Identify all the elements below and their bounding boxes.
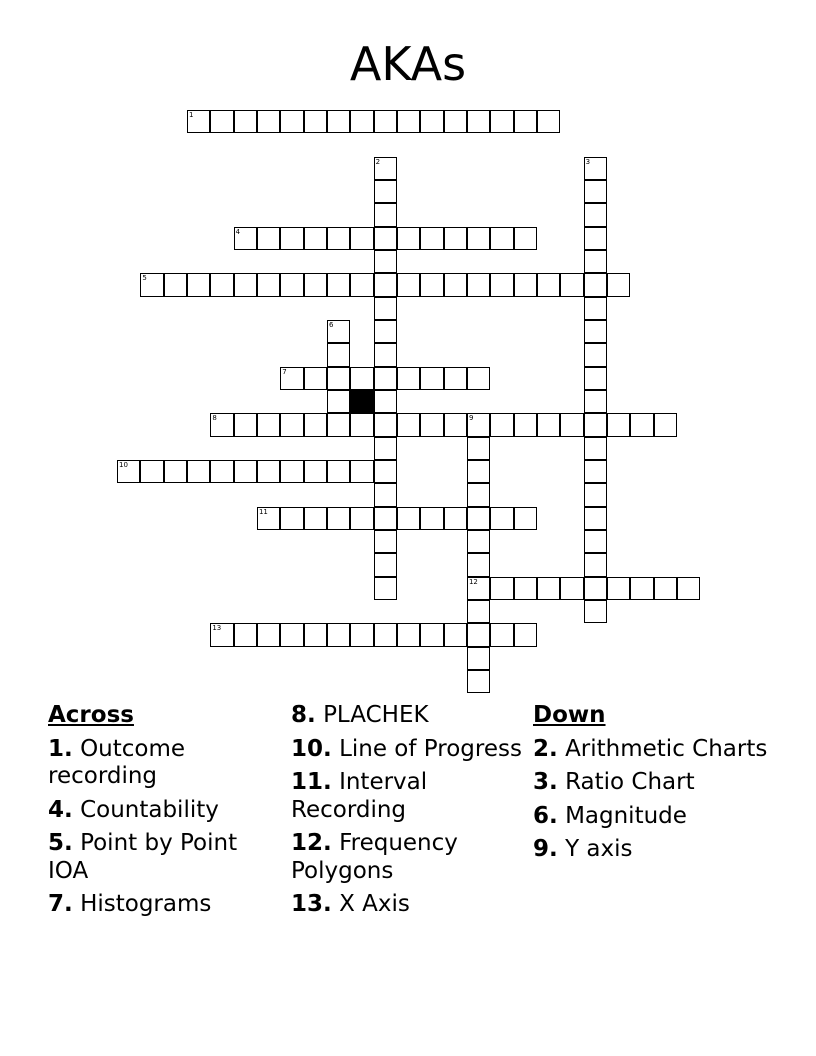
grid-cell[interactable] bbox=[374, 343, 397, 366]
grid-cell[interactable] bbox=[304, 273, 327, 296]
grid-cell[interactable] bbox=[514, 110, 537, 133]
grid-cell[interactable] bbox=[327, 507, 350, 530]
grid-cell[interactable] bbox=[537, 577, 560, 600]
grid-cell[interactable] bbox=[374, 320, 397, 343]
grid-cell[interactable] bbox=[327, 273, 350, 296]
grid-cell[interactable] bbox=[280, 507, 303, 530]
grid-cell[interactable] bbox=[444, 227, 467, 250]
grid-cell[interactable] bbox=[584, 297, 607, 320]
clue-number: 11. bbox=[291, 769, 332, 795]
grid-cell[interactable] bbox=[467, 483, 490, 506]
grid-cell[interactable] bbox=[677, 577, 700, 600]
grid-cell[interactable] bbox=[607, 577, 630, 600]
grid-cell[interactable] bbox=[374, 180, 397, 203]
puzzle-title: AKAs bbox=[349, 37, 467, 91]
grid-cell[interactable] bbox=[234, 460, 257, 483]
grid-cell[interactable] bbox=[350, 367, 373, 390]
grid-cell[interactable] bbox=[350, 623, 373, 646]
clue-down-6[interactable] bbox=[533, 803, 773, 831]
grid-cell[interactable] bbox=[467, 507, 490, 530]
grid-cell[interactable] bbox=[140, 460, 163, 483]
black-cell bbox=[350, 390, 373, 413]
grid-cell[interactable] bbox=[397, 367, 420, 390]
clue-number: 5. bbox=[48, 830, 73, 856]
grid-cell[interactable] bbox=[467, 437, 490, 460]
grid-cell[interactable] bbox=[304, 110, 327, 133]
clue-text: Ratio Chart bbox=[565, 769, 695, 795]
down-header: Down bbox=[533, 702, 606, 728]
grid-cell[interactable] bbox=[467, 530, 490, 553]
grid-cell[interactable] bbox=[374, 437, 397, 460]
grid-cell[interactable] bbox=[117, 460, 140, 483]
grid-cell[interactable] bbox=[350, 507, 373, 530]
grid-cell[interactable] bbox=[140, 273, 163, 296]
grid-cell[interactable] bbox=[397, 227, 420, 250]
grid-cell[interactable] bbox=[350, 273, 373, 296]
grid-cell[interactable] bbox=[374, 390, 397, 413]
grid-cell[interactable] bbox=[584, 600, 607, 623]
grid-cell[interactable] bbox=[327, 623, 350, 646]
grid-cell[interactable] bbox=[514, 413, 537, 436]
grid-cell[interactable] bbox=[374, 227, 397, 250]
clue-text: Arithmetic Charts bbox=[565, 735, 768, 762]
grid-cell[interactable] bbox=[304, 623, 327, 646]
grid-cell[interactable] bbox=[210, 623, 233, 646]
grid-cell[interactable] bbox=[607, 413, 630, 436]
grid-cell[interactable] bbox=[584, 157, 607, 180]
clue-number: 3. bbox=[533, 769, 558, 795]
grid-cell[interactable] bbox=[584, 460, 607, 483]
grid-cell[interactable] bbox=[327, 227, 350, 250]
clue-across-7[interactable] bbox=[48, 891, 283, 919]
grid-cell[interactable] bbox=[420, 367, 443, 390]
clue-number: 1. bbox=[48, 735, 73, 762]
grid-cell[interactable] bbox=[420, 623, 443, 646]
grid-cell[interactable] bbox=[210, 273, 233, 296]
grid-cell[interactable] bbox=[560, 577, 583, 600]
grid-cell[interactable] bbox=[280, 110, 303, 133]
grid-cell[interactable] bbox=[584, 203, 607, 226]
grid-cell[interactable] bbox=[490, 273, 513, 296]
grid-cell[interactable] bbox=[327, 320, 350, 343]
clue-number: 8. bbox=[291, 702, 316, 728]
grid-cell[interactable] bbox=[210, 460, 233, 483]
grid-cell[interactable] bbox=[490, 507, 513, 530]
grid-cell[interactable] bbox=[374, 250, 397, 273]
grid-cell[interactable] bbox=[234, 623, 257, 646]
grid-cell[interactable] bbox=[304, 413, 327, 436]
grid-cell[interactable] bbox=[257, 507, 280, 530]
clue-column-3 bbox=[533, 702, 773, 870]
cell-number: 13 bbox=[212, 624, 222, 633]
clue-text: Line of Progress bbox=[339, 735, 522, 762]
grid-cell[interactable] bbox=[584, 413, 607, 436]
grid-cell[interactable] bbox=[374, 507, 397, 530]
clue-number: 2. bbox=[533, 735, 558, 762]
clue-across-5[interactable] bbox=[48, 830, 283, 885]
grid-cell[interactable] bbox=[350, 460, 373, 483]
grid-cell[interactable] bbox=[257, 227, 280, 250]
clue-across-10[interactable] bbox=[291, 736, 526, 764]
clue-text: Y axis bbox=[565, 836, 633, 862]
grid-cell[interactable] bbox=[304, 227, 327, 250]
grid-cell[interactable] bbox=[490, 110, 513, 133]
grid-cell[interactable] bbox=[420, 110, 443, 133]
clue-text: Countability bbox=[80, 796, 219, 823]
clue-text: Outcome recording bbox=[48, 735, 186, 789]
clue-across-13[interactable] bbox=[291, 891, 526, 919]
grid-cell[interactable] bbox=[467, 460, 490, 483]
grid-cell[interactable] bbox=[420, 413, 443, 436]
grid-cell[interactable] bbox=[444, 273, 467, 296]
grid-cell[interactable] bbox=[467, 670, 490, 693]
grid-cell[interactable] bbox=[187, 460, 210, 483]
grid-cell[interactable] bbox=[374, 297, 397, 320]
clue-across-11[interactable] bbox=[291, 769, 526, 824]
grid-cell[interactable] bbox=[584, 483, 607, 506]
grid-cell[interactable] bbox=[397, 413, 420, 436]
grid-cell[interactable] bbox=[420, 227, 443, 250]
clue-text: Histograms bbox=[80, 891, 212, 917]
grid-cell[interactable] bbox=[374, 460, 397, 483]
grid-cell[interactable] bbox=[374, 157, 397, 180]
grid-cell[interactable] bbox=[280, 227, 303, 250]
clue-text: Magnitude bbox=[565, 802, 687, 829]
cell-number: 11 bbox=[258, 507, 268, 516]
grid-cell[interactable] bbox=[210, 413, 233, 436]
grid-cell[interactable] bbox=[607, 273, 630, 296]
clue-number: 6. bbox=[533, 802, 558, 829]
grid-cell[interactable] bbox=[584, 530, 607, 553]
cell-number: 3 bbox=[585, 157, 591, 166]
grid-cell[interactable] bbox=[467, 110, 490, 133]
grid-cell[interactable] bbox=[374, 367, 397, 390]
grid-cell[interactable] bbox=[560, 413, 583, 436]
grid-cell[interactable] bbox=[234, 413, 257, 436]
grid-cell[interactable] bbox=[280, 367, 303, 390]
grid-cell[interactable] bbox=[257, 413, 280, 436]
grid-cell[interactable] bbox=[257, 110, 280, 133]
grid-cell[interactable] bbox=[467, 553, 490, 576]
grid-cell[interactable] bbox=[560, 273, 583, 296]
clue-number: 12. bbox=[291, 830, 332, 856]
grid-cell[interactable] bbox=[630, 577, 653, 600]
clue-down-9[interactable] bbox=[533, 836, 773, 864]
grid-cell[interactable] bbox=[397, 273, 420, 296]
grid-cell[interactable] bbox=[397, 507, 420, 530]
clue-number: 9. bbox=[533, 836, 558, 862]
grid-cell[interactable] bbox=[584, 320, 607, 343]
grid-cell[interactable] bbox=[467, 227, 490, 250]
grid-cell[interactable] bbox=[210, 110, 233, 133]
grid-cell[interactable] bbox=[397, 623, 420, 646]
grid-cell[interactable] bbox=[444, 507, 467, 530]
grid-cell[interactable] bbox=[420, 507, 443, 530]
grid-cell[interactable] bbox=[350, 110, 373, 133]
grid-cell[interactable] bbox=[654, 577, 677, 600]
grid-cell[interactable] bbox=[467, 413, 490, 436]
grid-cell[interactable] bbox=[257, 273, 280, 296]
grid-cell[interactable] bbox=[350, 227, 373, 250]
grid-cell[interactable] bbox=[514, 273, 537, 296]
grid-cell[interactable] bbox=[490, 413, 513, 436]
cell-number: 5 bbox=[142, 274, 147, 283]
grid-cell[interactable] bbox=[467, 367, 490, 390]
cell-number: 9 bbox=[468, 414, 474, 423]
grid-cell[interactable] bbox=[630, 413, 653, 436]
clue-text: Point by Point IOA bbox=[48, 830, 238, 884]
cell-number: 8 bbox=[212, 414, 217, 423]
grid-cell[interactable] bbox=[327, 110, 350, 133]
grid-cell[interactable] bbox=[584, 273, 607, 296]
grid-cell[interactable] bbox=[514, 623, 537, 646]
grid-cell[interactable] bbox=[584, 577, 607, 600]
grid-cell[interactable] bbox=[584, 180, 607, 203]
grid-cell[interactable] bbox=[514, 577, 537, 600]
grid-cell[interactable] bbox=[654, 413, 677, 436]
grid-cell[interactable] bbox=[327, 390, 350, 413]
grid-cell[interactable] bbox=[257, 623, 280, 646]
grid-cell[interactable] bbox=[280, 413, 303, 436]
grid-cell[interactable] bbox=[490, 227, 513, 250]
grid-cell[interactable] bbox=[467, 600, 490, 623]
grid-cell[interactable] bbox=[234, 227, 257, 250]
grid-cell[interactable] bbox=[374, 623, 397, 646]
clue-column-2 bbox=[291, 702, 526, 925]
grid-cell[interactable] bbox=[327, 367, 350, 390]
clue-down-3[interactable] bbox=[533, 769, 773, 797]
grid-cell[interactable] bbox=[280, 623, 303, 646]
grid-cell[interactable] bbox=[467, 623, 490, 646]
grid-cell[interactable] bbox=[304, 367, 327, 390]
grid-cell[interactable] bbox=[537, 273, 560, 296]
grid-cell[interactable] bbox=[234, 273, 257, 296]
clue-text: PLACHEK bbox=[323, 702, 429, 728]
grid-cell[interactable] bbox=[257, 460, 280, 483]
grid-cell[interactable] bbox=[467, 273, 490, 296]
clue-column-1 bbox=[48, 702, 283, 925]
grid-cell[interactable] bbox=[374, 203, 397, 226]
grid-cell[interactable] bbox=[327, 343, 350, 366]
cell-number: 12 bbox=[468, 577, 478, 586]
grid-cell[interactable] bbox=[374, 483, 397, 506]
cell-number: 2 bbox=[375, 157, 381, 166]
grid-cell[interactable] bbox=[397, 110, 420, 133]
grid-cell[interactable] bbox=[584, 507, 607, 530]
grid-cell[interactable] bbox=[584, 437, 607, 460]
grid-cell[interactable] bbox=[584, 250, 607, 273]
grid-cell[interactable] bbox=[514, 227, 537, 250]
cell-number: 7 bbox=[282, 367, 287, 376]
grid-cell[interactable] bbox=[280, 460, 303, 483]
grid-cell[interactable] bbox=[164, 460, 187, 483]
across-header: Across bbox=[48, 702, 134, 728]
grid-cell[interactable] bbox=[467, 647, 490, 670]
grid-cell[interactable] bbox=[584, 390, 607, 413]
grid-cell[interactable] bbox=[234, 110, 257, 133]
grid-cell[interactable] bbox=[420, 273, 443, 296]
clue-down-2[interactable] bbox=[533, 736, 773, 764]
grid-cell[interactable] bbox=[304, 507, 327, 530]
grid-cell[interactable] bbox=[537, 110, 560, 133]
grid-cell[interactable] bbox=[374, 273, 397, 296]
grid-cell[interactable] bbox=[584, 367, 607, 390]
grid-cell[interactable] bbox=[374, 577, 397, 600]
grid-cell[interactable] bbox=[327, 460, 350, 483]
grid-cell[interactable] bbox=[374, 530, 397, 553]
grid-cell[interactable] bbox=[374, 553, 397, 576]
grid-cell[interactable] bbox=[374, 110, 397, 133]
grid-cell[interactable] bbox=[444, 110, 467, 133]
grid-cell[interactable] bbox=[444, 413, 467, 436]
cell-number: 6 bbox=[328, 320, 334, 329]
grid-cell[interactable] bbox=[187, 110, 210, 133]
clue-text: X Axis bbox=[339, 891, 410, 917]
grid-cell[interactable] bbox=[444, 367, 467, 390]
grid-cell[interactable] bbox=[584, 343, 607, 366]
grid-cell[interactable] bbox=[187, 273, 210, 296]
clue-across-1[interactable] bbox=[48, 736, 283, 791]
clue-number: 7. bbox=[48, 891, 73, 917]
grid-cell[interactable] bbox=[444, 623, 467, 646]
cell-number: 1 bbox=[188, 111, 194, 119]
clue-across-4[interactable] bbox=[48, 797, 283, 825]
grid-cell[interactable] bbox=[280, 273, 303, 296]
grid-cell[interactable] bbox=[327, 413, 350, 436]
clue-number: 13. bbox=[291, 891, 332, 917]
clue-number: 4. bbox=[48, 796, 73, 823]
clue-across-8[interactable] bbox=[291, 702, 526, 730]
grid-cell[interactable] bbox=[514, 507, 537, 530]
grid-cell[interactable] bbox=[584, 227, 607, 250]
grid-cell[interactable] bbox=[164, 273, 187, 296]
grid-cell[interactable] bbox=[350, 413, 373, 436]
grid-cell[interactable] bbox=[304, 460, 327, 483]
grid-cell[interactable] bbox=[584, 553, 607, 576]
clue-text: Frequency Polygons bbox=[291, 830, 458, 884]
cell-number: 10 bbox=[119, 460, 128, 469]
clue-across-12[interactable] bbox=[291, 830, 526, 885]
clue-text: Interval Recording bbox=[291, 769, 428, 823]
grid-cell[interactable] bbox=[537, 413, 560, 436]
clue-number: 10. bbox=[291, 735, 332, 762]
cell-number: 4 bbox=[235, 227, 241, 236]
grid-cell[interactable] bbox=[467, 577, 490, 600]
grid-cell[interactable] bbox=[490, 577, 513, 600]
grid-cell[interactable] bbox=[374, 413, 397, 436]
grid-cell[interactable] bbox=[490, 623, 513, 646]
